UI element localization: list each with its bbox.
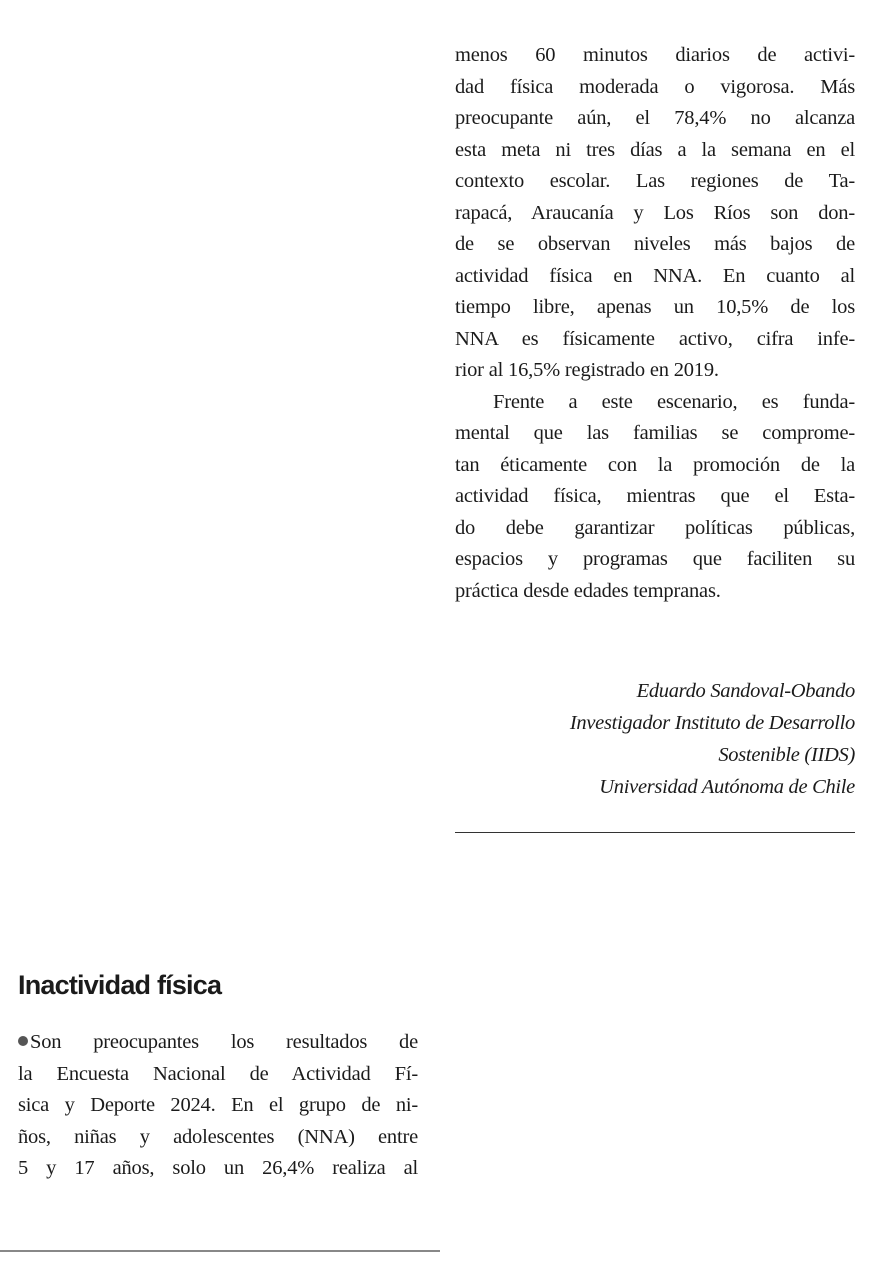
body-line-first (18, 1027, 418, 1059)
body-line: contexto escolar. Las regiones de Ta- (455, 170, 855, 192)
body-line: actividad física, mientras que el Esta- (455, 485, 855, 507)
article-continuation (455, 40, 855, 607)
author-name: Eduardo Sandoval-Obando (636, 680, 855, 702)
body-line: menos 60 minutos diarios de activi- (455, 44, 855, 66)
body-line: sica y Deporte 2024. En el grupo de ni- (18, 1094, 418, 1116)
body-line: 5 y 17 años, solo un 26,4% realiza al (18, 1157, 418, 1179)
body-line: esta meta ni tres días a la semana en el (455, 138, 855, 161)
author-institution: Universidad Autónoma de Chile (599, 776, 855, 798)
body-line: la Encuesta Nacional de Actividad Fí- (18, 1062, 418, 1085)
body-line: espacios y programas que faciliten su (455, 548, 855, 570)
body-line: actividad física en NNA. En cuanto al (455, 264, 855, 287)
body-line: práctica desde edades tempranas. (455, 579, 721, 602)
author-signature (435, 675, 855, 803)
body-line: rior al 16,5% registrado en 2019. (455, 359, 719, 381)
body-line: tiempo libre, apenas un 10,5% de los (455, 296, 855, 318)
body-line: ños, niñas y adolescentes (NNA) entre (18, 1125, 418, 1148)
body-line: dad física moderada o vigorosa. Más (455, 75, 855, 98)
section-divider (455, 832, 855, 833)
bullet-icon (18, 1036, 28, 1046)
body-line: preocupante aún, el 78,4% no alcanza (455, 107, 855, 129)
bottom-divider (0, 1250, 440, 1252)
author-title-line-2: Sostenible (IIDS) (718, 744, 855, 766)
paragraph-start-line: Frente a este escenario, es funda- (493, 390, 855, 413)
body-line: de se observan niveles más bajos de (455, 233, 855, 255)
body-line: NNA es físicamente activo, cifra infe- (455, 327, 855, 350)
body-line: do debe garantizar políticas públicas, (455, 516, 855, 539)
body-line: rapacá, Araucanía y Los Ríos son don- (455, 201, 855, 224)
letter-heading: Inactividad física (18, 970, 222, 1000)
body-line: tan éticamente con la promoción de la (455, 453, 855, 476)
author-title-line-1: Investigador Instituto de Desarrollo (569, 712, 855, 734)
body-line: mental que las familias se comprome- (455, 422, 855, 444)
body-line-text: Son preocupantes los resultados de (30, 1031, 418, 1053)
letter-section (18, 965, 418, 1185)
